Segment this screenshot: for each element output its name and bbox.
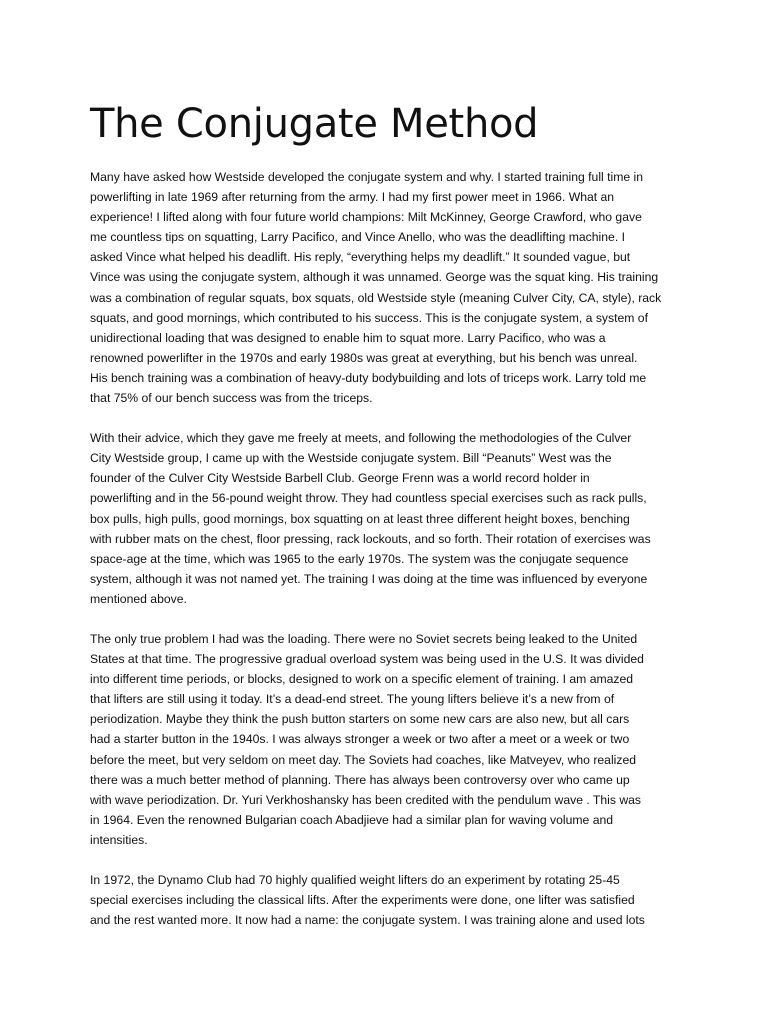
paragraph-line: powerlifting in late 1969 after returning from the army. I had my first power meet in 1966. What an (90, 190, 615, 205)
paragraph-line: was a combination of regular squats, box squats, old Westside style (meaning Culver City, CA, style), rack (90, 290, 662, 305)
paragraph-line: special exercises including the classical lifts. After the experiments were done, one lifter was satisfied (90, 893, 635, 908)
body-paragraph (90, 428, 676, 609)
paragraph-line: In 1972, the Dynamo Club had 70 highly qualified weight lifters do an experiment by rotating 25-45 (90, 873, 620, 887)
paragraph-line: before the meet, but very seldom on meet day. The Soviets had coaches, like Matveyev, who realized (90, 752, 637, 767)
paragraph-line: experience! I lifted along with four future world champions: Milt McKinney, George Crawford, who gave (90, 210, 642, 225)
body-paragraph (90, 167, 676, 408)
paragraph-line: powerlifting and in the 56-pound weight throw. They had countless special exercises such as rack pulls, (90, 491, 647, 506)
document-body (90, 167, 676, 950)
paragraph-line: box pulls, high pulls, good mornings, box squatting on at least three different height boxes, benching (90, 511, 630, 526)
paragraph-line: that 75% of our bench success was from the triceps. (90, 391, 373, 406)
paragraph-line: there was a much better method of planning. There has always been controversy over who came up (90, 772, 630, 787)
paragraph-line: renowned powerlifter in the 1970s and early 1980s was great at everything, but his bench was unreal. (90, 350, 638, 365)
paragraph-line: mentioned above. (90, 591, 187, 606)
paragraph-line: With their advice, which they gave me freely at meets, and following the methodologies of the Culver (90, 431, 632, 446)
paragraph-line: system, although it was not named yet. The training I was doing at the time was influenced by everyone (90, 571, 648, 586)
body-paragraph (90, 629, 676, 850)
paragraph-line: unidirectional loading that was designed to enable him to squat more. Larry Pacifico, who was a (90, 330, 606, 345)
paragraph-line: His bench training was a combination of heavy-duty bodybuilding and lots of triceps work. Larry told me (90, 370, 647, 385)
paragraph-line: The only true problem I had was the loading. There were no Soviet secrets being leaked to the United (90, 631, 638, 646)
paragraph-line: asked Vince what helped his deadlift. His reply, “everything helps my deadlift.” It sounded vague, but (90, 250, 631, 265)
paragraph-line: founder of the Culver City Westside Barbell Club. George Frenn was a world record holder in (90, 471, 590, 486)
paragraph-line: into different time periods, or blocks, designed to work on a specific element of training. I am amazed (90, 672, 634, 687)
paragraph-line: me countless tips on squatting, Larry Pacifico, and Vince Anello, who was the deadlifting machine. I (90, 230, 625, 245)
paragraph-line: intensities. (90, 832, 148, 847)
paragraph-line: with wave periodization. Dr. Yuri Verkhoshansky has been credited with the pendulum wave . This was (90, 792, 641, 807)
paragraph-line: squats, and good mornings, which contributed to his success. This is the conjugate system, a system of (90, 310, 648, 325)
paragraph-line: periodization. Maybe they think the push button starters on some new cars are also new, but all cars (90, 712, 630, 727)
paragraph-line: Vince was using the conjugate system, although it was unnamed. George was the squat king. His training (90, 270, 659, 285)
paragraph-line: and the rest wanted more. It now had a name: the conjugate system. I was training alone and used lots (90, 913, 645, 928)
page-title: The Conjugate Method (90, 101, 539, 147)
paragraph-line: Many have asked how Westside developed the conjugate system and why. I started training full time in (90, 170, 644, 184)
paragraph-line: States at that time. The progressive gradual overload system was being used in the U.S. It was divided (90, 652, 644, 667)
paragraph-line: with rubber mats on the chest, floor pressing, rack lockouts, and so forth. Their rotation of exercises was (90, 531, 651, 546)
paragraph-line: in 1964. Even the renowned Bulgarian coach Abadjieve had a similar plan for waving volume and (90, 812, 614, 827)
paragraph-line: that lifters are still using it today. It’s a dead-end street. The young lifters believe it’s a new from of (90, 692, 615, 707)
paragraph-line: space-age at the time, which was 1965 to the early 1970s. The system was the conjugate sequence (90, 551, 629, 566)
paragraph-line: had a starter button in the 1940s. I was always stronger a week or two after a meet or a week or two (90, 732, 630, 747)
body-paragraph (90, 870, 676, 930)
paragraph-line: City Westside group, I came up with the Westside conjugate system. Bill “Peanuts” West was the (90, 451, 612, 466)
